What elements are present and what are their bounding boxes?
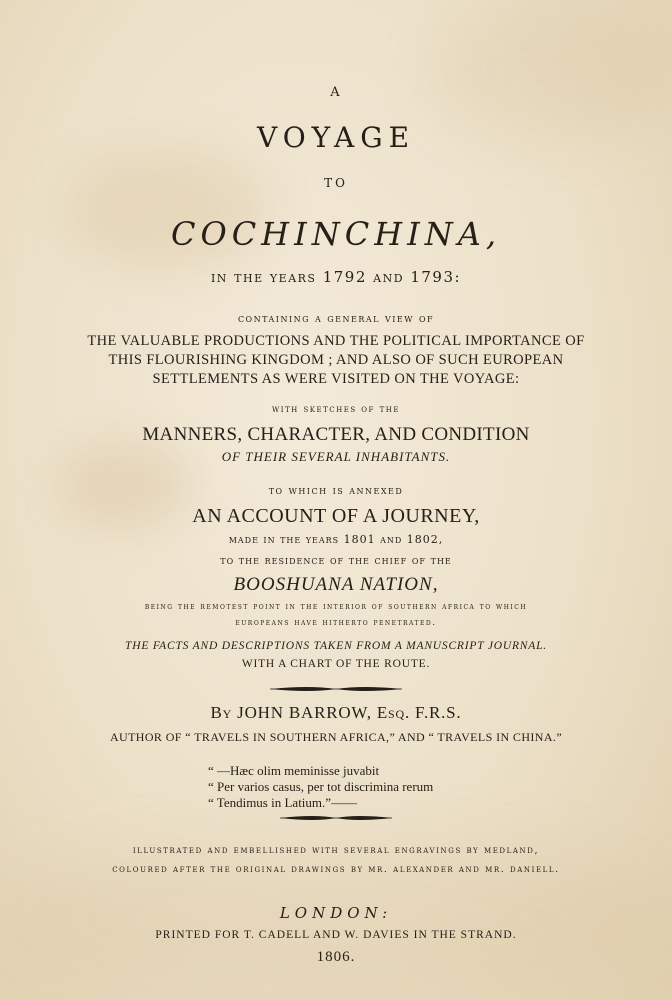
journey-years: made in the years 1801 and 1802, (228, 533, 444, 546)
ornamental-rule (0, 813, 672, 823)
title-to: TO (324, 176, 348, 190)
subtitle-line-3: SETTLEMENTS AS WERE VISITED ON THE VOYAGE: (152, 371, 520, 387)
inhabitants-line: OF THEIR SEVERAL INHABITANTS. (221, 449, 451, 464)
nation-heading: BOOSHUANA NATION, (233, 574, 439, 595)
illustrated-line: illustrated and embellished with several engravings by medland, (132, 845, 540, 856)
author-works: AUTHOR OF “ TRAVELS IN SOUTHERN AFRICA,” AND “ TRAVELS IN CHINA.” (109, 730, 563, 744)
subtitle-line-2: THIS FLOURISHING KINGDOM ; AND ALSO OF SUCH EUROPEAN (108, 352, 564, 368)
sketches-line: with sketches of the (272, 404, 400, 415)
imprint-city: LONDON: (279, 904, 393, 922)
motto-line-2: “ Per varios casus, per tot discrimina rerum (208, 779, 434, 794)
title-article: A (330, 85, 342, 100)
subtitle-containing: containing a general view of (237, 312, 435, 325)
title-years: in the years 1792 and 1793: (210, 268, 462, 286)
annexed-line: to which is annexed (268, 484, 404, 497)
author-name: By JOHN BARROW, Esq. F.R.S. (210, 703, 462, 722)
interior-line: being the remotest point in the interior of southern africa to which (144, 602, 528, 612)
title-place: COCHINCHINA, (170, 215, 502, 253)
europeans-line: europeans have hitherto penetrated. (235, 618, 437, 628)
paper-stain (430, 0, 670, 140)
imprint-printer: PRINTED FOR T. CADELL AND W. DAVIES IN THE STRAND. (155, 929, 517, 941)
motto-line-3: “ Tendimus in Latium.”—— (208, 795, 358, 810)
ornamental-rule (0, 684, 672, 694)
subtitle-line-1: THE VALUABLE PRODUCTIONS AND THE POLITICAL IMPORTANCE OF (87, 333, 585, 349)
journey-heading: AN ACCOUNT OF A JOURNEY, (192, 505, 480, 527)
manners-line: MANNERS, CHARACTER, AND CONDITION (142, 424, 530, 445)
residence-line: to the residence of the chief of the (220, 553, 452, 567)
title-main: VOYAGE (256, 121, 416, 154)
chart-line: WITH A CHART OF THE ROUTE. (241, 658, 431, 670)
motto-line-1: “ —Hæc olim meminisse juvabit (208, 763, 380, 778)
coloured-line: coloured after the original drawings by mr. alexander and mr. daniell. (112, 864, 560, 875)
imprint-year: 1806. (316, 949, 356, 965)
facts-line: THE FACTS AND DESCRIPTIONS TAKEN FROM A MANUSCRIPT JOURNAL. (125, 640, 547, 652)
